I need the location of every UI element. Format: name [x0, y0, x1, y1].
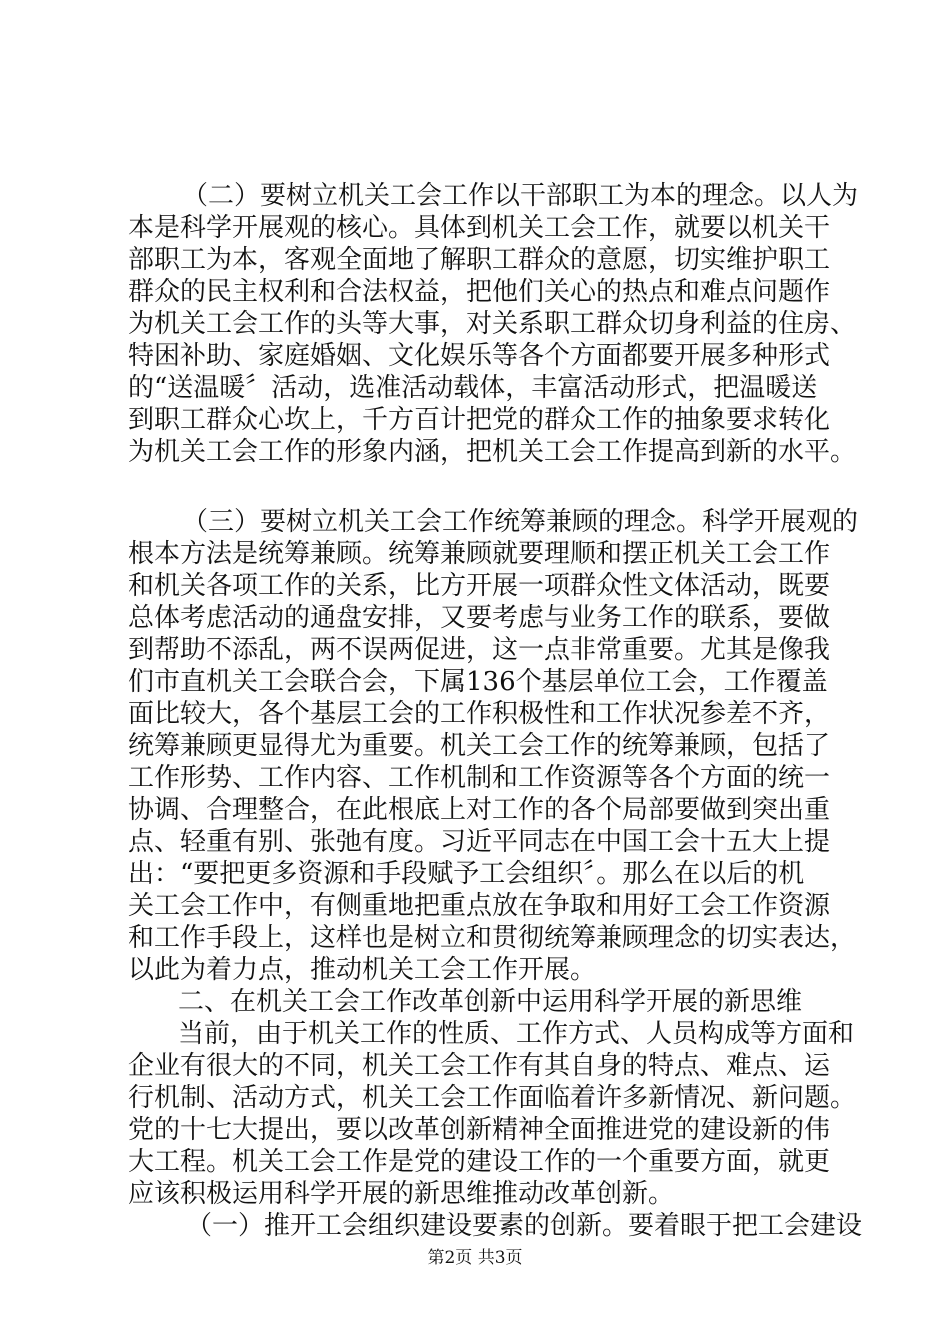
text-line: 点、轻重有别、张弛有度。习近平同志在中国工会十五大上提	[128, 827, 831, 857]
text-line: 以此为着力点，推动机关工会工作开展。	[128, 955, 597, 985]
text-line: 部职工为本，客观全面地了解职工群众的意愿，切实维护职工	[128, 245, 831, 275]
text-line: 为机关工会工作的头等大事，对关系职工群众切身利益的住房、	[128, 309, 857, 339]
text-line: 到帮助不添乱，两不误两促进，这一点非常重要。尤其是像我	[128, 635, 831, 665]
text-line: 党的十七大提出，要以改革创新精神全面推进党的建设新的伟	[128, 1115, 831, 1145]
text-line: 特困补助、家庭婚姻、文化娱乐等各个方面都要开展多种形式	[128, 341, 831, 371]
text-line: 和机关各项工作的关系，比方开展一项群众性文体活动，既要	[128, 571, 831, 601]
paragraph-gap	[128, 468, 844, 506]
text-line: 工作形势、工作内容、工作机制和工作资源等各个方面的统一	[128, 763, 831, 793]
text-line: 群众的民主权利和合法权益，把他们关心的热点和难点问题作	[128, 277, 831, 307]
text-line: 行机制、活动方式，机关工会工作面临着许多新情况、新问题。	[128, 1083, 857, 1113]
text-line: 和工作手段上，这样也是树立和贯彻统筹兼顾理念的切实表达，	[128, 923, 857, 953]
text-line: 根本方法是统筹兼顾。统筹兼顾就要理顺和摆正机关工会工作	[128, 539, 831, 569]
text-line: 本是科学开展观的核心。具体到机关工会工作，就要以机关干	[128, 213, 831, 243]
page-footer: 第2页 共3页	[427, 1248, 523, 1268]
text-line: 到职工群众心坎上，千方百计把党的群众工作的抽象要求转化	[128, 405, 831, 435]
text-line: 的“送温暖〞活动，选准活动载体，丰富活动形式，把温暖送	[128, 373, 818, 403]
text-line: （三）要树立机关工会工作统筹兼顾的理念。科学开展观的	[182, 507, 859, 537]
text-line: 大工程。机关工会工作是党的建设工作的一个重要方面，就更	[128, 1147, 831, 1177]
text-line: 关工会工作中，有侧重地把重点放在争取和用好工会工作资源	[128, 891, 831, 921]
text-line: 应该积极运用科学开展的新思维推动改革创新。	[128, 1179, 675, 1209]
text-line: 企业有很大的不同，机关工会工作有其自身的特点、难点、运	[128, 1051, 831, 1081]
document-body	[128, 180, 863, 1242]
paragraph-overall-planning	[128, 506, 859, 986]
text-line: 统筹兼顾更显得尤为重要。机关工会工作的统筹兼顾，包括了	[128, 731, 831, 761]
text-line: 出：“要把更多资源和手段赋予工会组织〞。那么在以后的机	[128, 859, 805, 889]
text-line: 们市直机关工会联合会，下属136个基层单位工会，工作覆盖	[128, 667, 828, 697]
text-line: 当前，由于机关工作的性质、工作方式、人员构成等方面和	[178, 1019, 855, 1049]
text-line: 面比较大，各个基层工会的工作积极性和工作状况参差不齐，	[128, 699, 831, 729]
paragraph-worker-centered	[128, 180, 859, 468]
text-line: 为机关工会工作的形象内涵，把机关工会工作提高到新的水平。	[128, 437, 857, 467]
section-heading: 二、在机关工会工作改革创新中运用科学开展的新思维	[178, 987, 803, 1017]
text-line: 总体考虑活动的通盘安排，又要考虑与业务工作的联系，要做	[128, 603, 831, 633]
paragraph-organization-innovation: （一）推开工会组织建设要素的创新。要着眼于把工会建设	[186, 1211, 863, 1241]
text-line: （二）要树立机关工会工作以干部职工为本的理念。以人为	[182, 181, 859, 211]
paragraph-reform-innovation	[128, 1018, 857, 1210]
text-line: 协调、合理整合，在此根底上对工作的各个局部要做到突出重	[128, 795, 831, 825]
